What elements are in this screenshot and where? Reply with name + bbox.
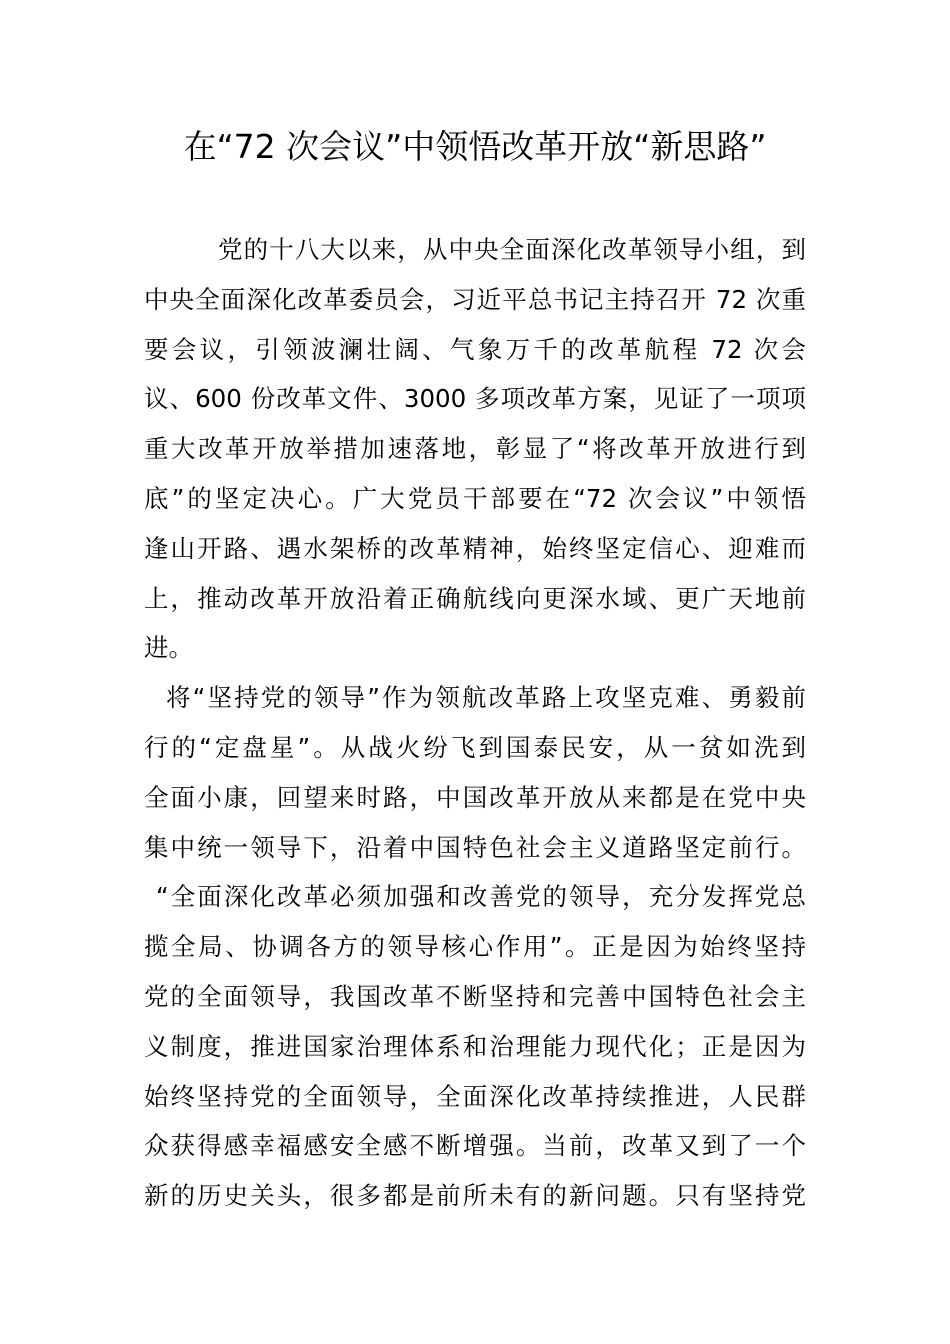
paragraph-line: 要会议，引领波澜壮阔、气象万千的改革航程 72 次会 xyxy=(144,334,806,364)
paragraph-line: 始终坚持党的全面领导，全面深化改革持续推进，人民群 xyxy=(144,1081,806,1111)
paragraph-line: 全面小康，回望来时路，中国改革开放从来都是在党中央 xyxy=(144,782,806,812)
paragraph-line: “全面深化改革必须加强和改善党的领导，充分发挥党总 xyxy=(156,882,806,912)
paragraph-line: 新的历史关头，很多都是前所未有的新问题。只有坚持党 xyxy=(144,1181,806,1211)
paragraph-line: 底”的坚定决心。广大党员干部要在“72 次会议”中领悟 xyxy=(144,484,806,513)
paragraph-line: 党的全面领导，我国改革不断坚持和完善中国特色社会主 xyxy=(144,982,806,1011)
paragraph-line: 义制度，推进国家治理体系和治理能力现代化；正是因为 xyxy=(144,1031,806,1061)
paragraph-line: 将“坚持党的领导”作为领航改革路上攻坚克难、勇毅前 xyxy=(166,683,806,713)
paragraph-line: 集中统一领导下，沿着中国特色社会主义道路坚定前行。 xyxy=(144,832,806,862)
paragraph-line: 党的十八大以来，从中央全面深化改革领导小组，到 xyxy=(218,235,806,264)
paragraph-line: 进。 xyxy=(144,633,193,663)
document-page xyxy=(144,124,806,170)
paragraph-line: 上，推动改革开放沿着正确航线向更深水域、更广天地前 xyxy=(144,583,806,613)
paragraph-line: 重大改革开放举措加速落地，彰显了“将改革开放进行到 xyxy=(144,434,806,464)
paragraph-line: 议、600 份改革文件、3000 多项改革方案，见证了一项项 xyxy=(144,384,806,414)
paragraph-line: 中央全面深化改革委员会，习近平总书记主持召开 72 次重 xyxy=(144,284,806,314)
document-title: 在“72 次会议”中领悟改革开放“新思路” xyxy=(183,127,767,166)
paragraph-line: 逢山开路、遇水架桥的改革精神，始终坚定信心、迎难而 xyxy=(144,533,806,563)
paragraph-line: 揽全局、协调各方的领导核心作用”。正是因为始终坚持 xyxy=(144,932,806,962)
paragraph-line: 行的“定盘星”。从战火纷飞到国泰民安，从一贫如洗到 xyxy=(144,733,806,762)
paragraph-line: 众获得感幸福感安全感不断增强。当前，改革又到了一个 xyxy=(144,1131,806,1161)
